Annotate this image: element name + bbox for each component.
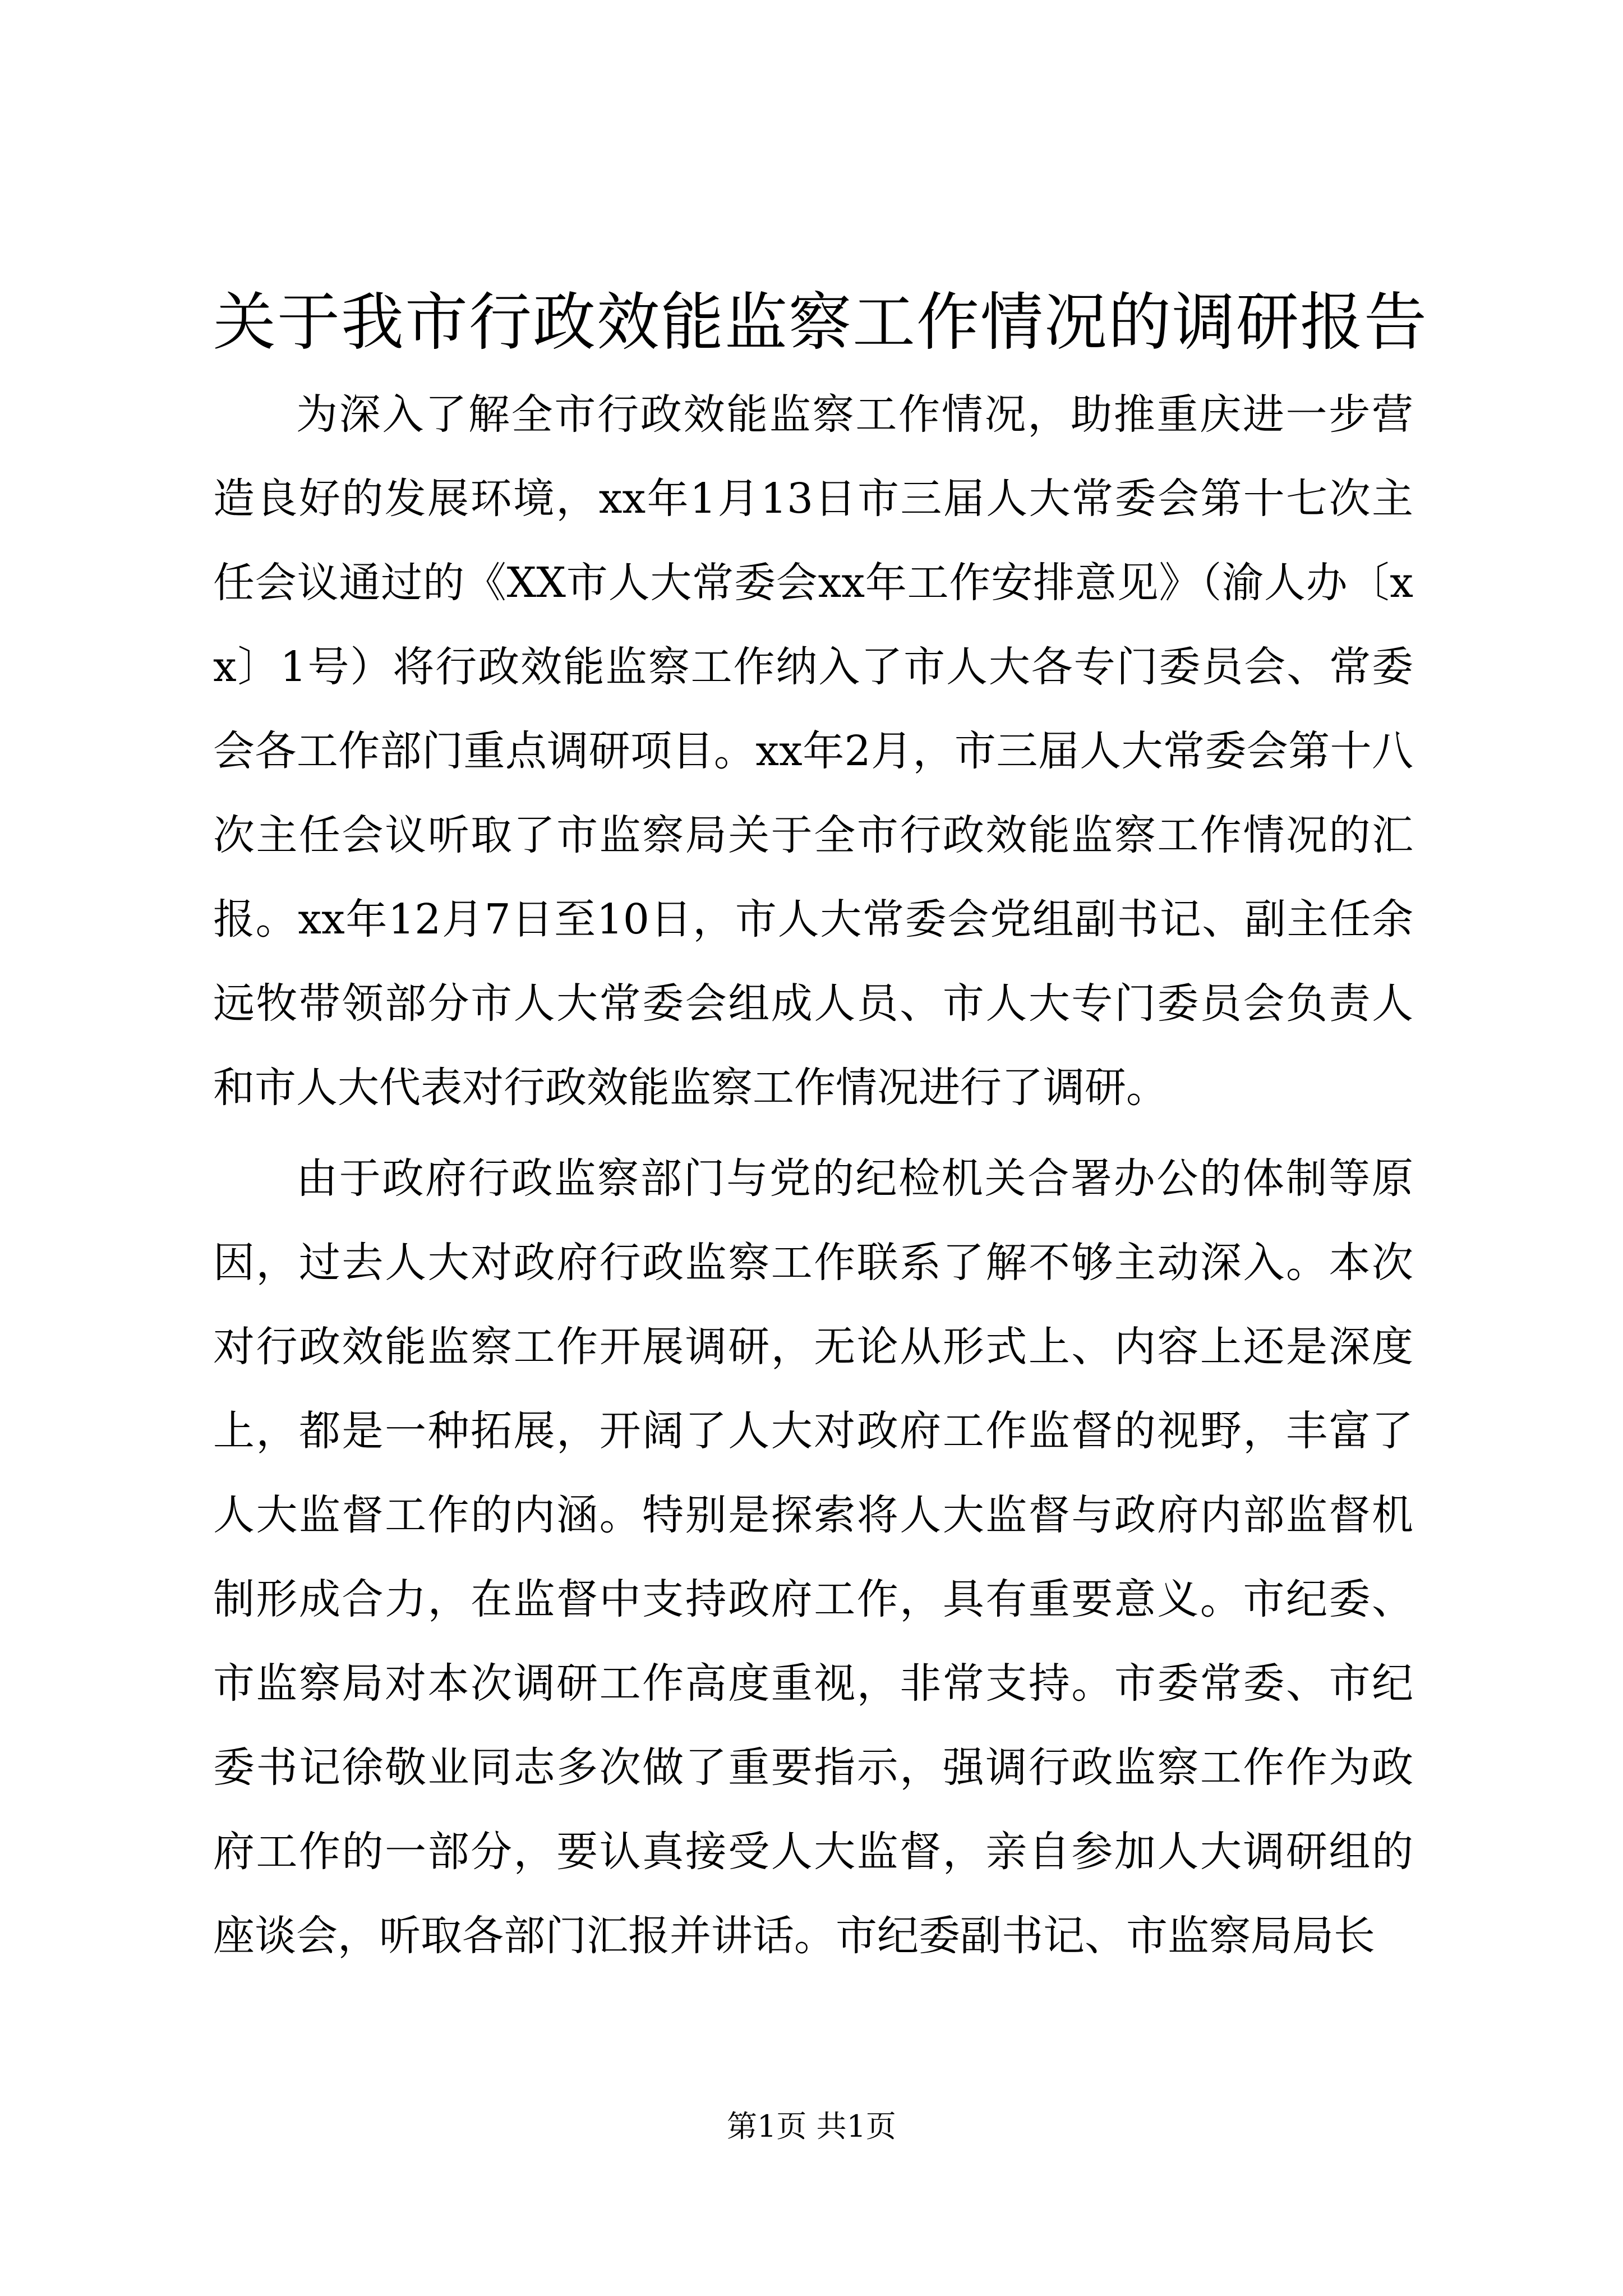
- paragraph-2: 由于政府行政监察部门与党的纪检机关合署办公的体制等原因，过去人大对政府行政监察工作联系了解不够主动深入。本次对行政效能监察工作开展调研，无论从形式上、内容上还是深度上，都是一种拓展，开阔了人大对政府工作监督的视野，丰富了人大监督工作的内涵。特别是探索将人大监督与政府内部监督机制形成合力，在监督中支持政府工作，具有重要意义。市纪委、市监察局对本次调研工作高度重视，非常支持。市委常委、市纪委书记徐敬业同志多次做了重要指示，强调行政监察工作作为政府工作的一部分，要认真接受人大监督，亲自参加人大调研组的座谈会，听取各部门汇报并讲话。市纪委副书记、市监察局局长: [213, 1154, 1413, 1960]
- paragraph-1: 为深入了解全市行政效能监察工作情况，助推重庆进一步营造良好的发展环境，xx年1月13日市三届人大常委会第十七次主任会议通过的《XX市人大常委会xx年工作安排意见》（渝人办〔xx〕1号）将行政效能监察工作纳入了市人大各专门委员会、常委会各工作部门重点调研项目。xx年2月，市三届人大常委会第十八次主任会议听取了市监察局关于全市行政效能监察工作情况的汇报。xx年12月7日至10日，市人大常委会党组副书记、副主任余远牧带领部分市人大常委会组成人员、市人大专门委员会负责人和市人大代表对行政效能监察工作情况进行了调研。: [213, 390, 1413, 1112]
- document-body: [213, 372, 1413, 1978]
- page-number-footer: 第1页 共1页: [727, 2109, 896, 2144]
- document-title: 关于我市行政效能监察工作情况的调研报告: [213, 286, 1428, 359]
